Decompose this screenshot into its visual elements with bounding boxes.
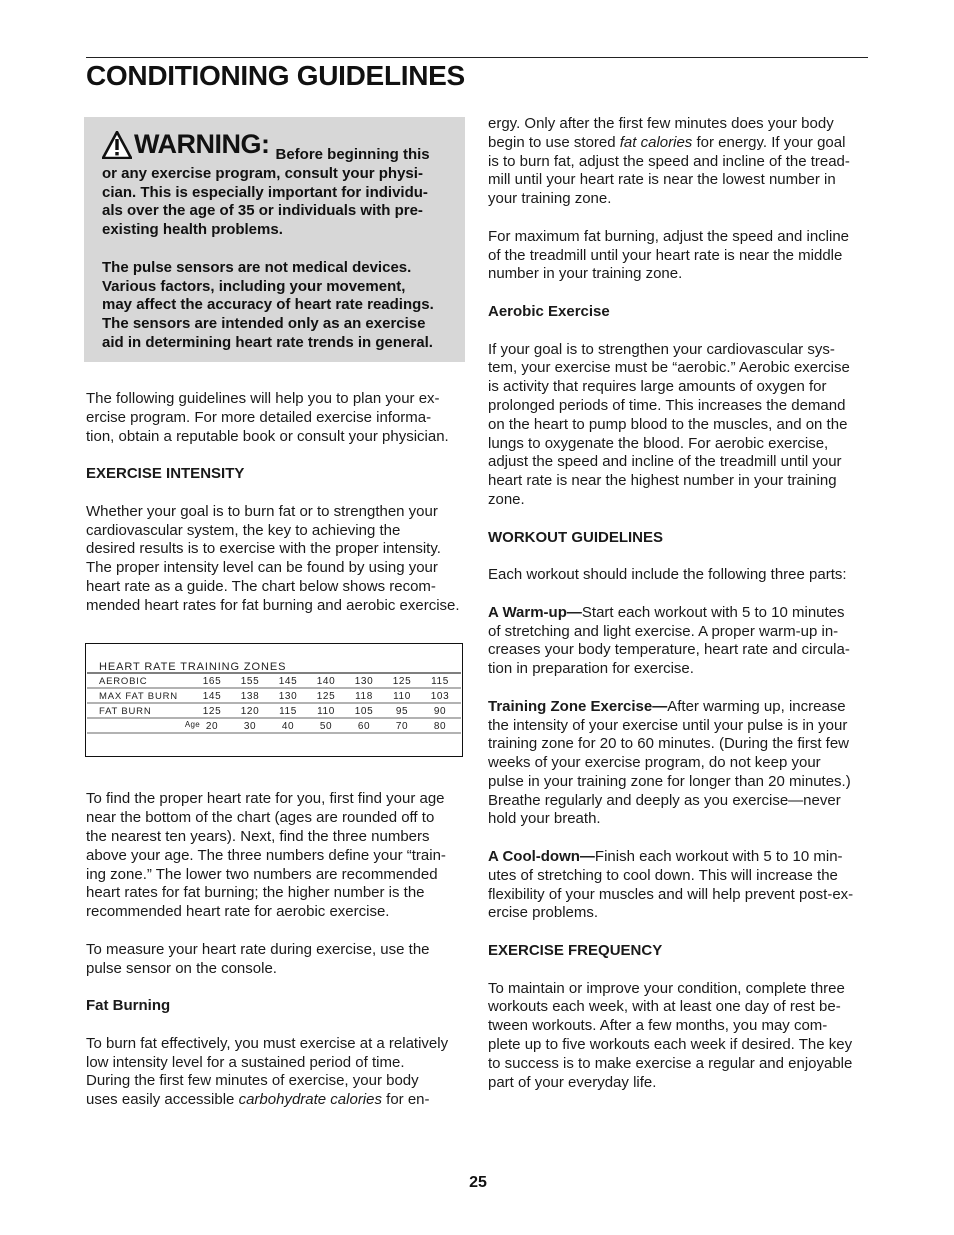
aerobic-exercise-heading: Aerobic Exercise (488, 302, 610, 320)
carbohydrate-calories-text: carbohydrate calories (238, 1091, 382, 1109)
heart-rate-chart (85, 643, 463, 757)
warm-up-text: Start each workout with 5 to 10 minutes of stretching and light exercise. A proper warm-up in- creases your body temperature, heart rate and circula- tion in preparation for exercise. (488, 603, 850, 678)
fat-burning-text: To burn fat effectively, you must exercise at a relatively low intensity level for a sustained period of time. During the first few minutes of exercise, your body uses easily accessible (86, 1034, 449, 1109)
tick-label: 50 (319, 721, 333, 732)
aerobic-exercise-paragraph: If your goal is to strengthen your cardiovascular sys- tem, your exercise must be “aerobic.” Aerobic exercise is activity that requires large amounts of oxygen for prolonged periods of time. This increases the demand on the heart to pump blood to the muscles, and on the lungs to oxygenate the blood. For aerobic exercise, adjust the speed and incline of the treadmill until your heart rate is near the highest number in your training zone. (488, 340, 850, 508)
data-label: 118 (355, 691, 373, 702)
page-number: 25 (469, 1174, 487, 1191)
heart-rate-chart-svg (86, 644, 462, 755)
series-label: AEROBIC (99, 676, 148, 687)
warm-up-lead: A Warm-up— (488, 603, 582, 621)
workout-guidelines-heading: WORKOUT GUIDELINES (488, 528, 663, 546)
measure-paragraph: To measure your heart rate during exercise, use the pulse sensor on the console. (86, 940, 430, 977)
warm-up-paragraph (488, 604, 868, 679)
data-label: 95 (395, 706, 409, 717)
series-label: FAT BURN (99, 706, 152, 717)
intro-paragraph: The following guidelines will help you to plan your ex- ercise program. For more detailed exercise informa- tion, obtain a reputable book or consult your physician. (86, 390, 449, 445)
page-title: CONDITIONING GUIDELINES (86, 60, 465, 91)
find-rate-paragraph: To find the proper heart rate for you, first find your age near the bottom of the chart (ages are rounded off to the nearest ten years). Next, find the three numbers above your age. The three numbers define your “train- ing zone.” The lower two numbers are recommended heart rates for fat burning; the higher number is the recommended heart rate for aerobic exercise. (86, 790, 446, 921)
data-label: 90 (433, 706, 447, 717)
right-column (488, 115, 868, 1111)
fat-burning-continued-paragraph (488, 115, 868, 209)
tick-label: 70 (395, 721, 409, 732)
fat-calories-text: fat calories (619, 133, 693, 151)
warning-paragraph-2: The pulse sensors are not medical devices. Various factors, including your movement, may affect the accuracy of heart rate readings. The sensors are intended only as an exercise aid in determining heart rate trends in general. (102, 258, 434, 351)
data-label: 130 (278, 691, 298, 702)
workout-intro-paragraph: Each workout should include the following three parts: (488, 566, 847, 584)
warning-text: or any exercise program, consult your physi- cian. This is especially important for individu- als over the age of 35 or individuals with pre- existing health problems. (102, 164, 428, 239)
data-label: 165 (202, 676, 222, 687)
fat-continued-text: ergy. Only after the first few minutes does your body begin to use stored (488, 115, 834, 151)
warning-heading: WARNING: (134, 129, 270, 159)
fat-continued-text-end: for energy. If your goal is to burn fat, adjust the speed and incline of the tread- mill until your heart rate is near the lowest number in your training zone. (488, 133, 850, 208)
data-label: 115 (431, 676, 449, 687)
data-label: 125 (202, 706, 222, 717)
tick-label: 20 (205, 721, 219, 732)
age-axis-label: Age (184, 720, 200, 729)
fat-burning-paragraph (86, 1035, 466, 1110)
warning-paragraph-1 (102, 129, 447, 240)
training-zone-paragraph (488, 698, 868, 830)
warning-triangle-icon (102, 131, 132, 159)
tick-label: 30 (243, 721, 257, 732)
exercise-frequency-paragraph: To maintain or improve your condition, complete three workouts each week, with at least one day of rest be- tween workouts. After a few months, you may com- plete up to five workouts each week if desired. The key to success is to make exercise a regular and enjoyable part of your everyday life. (488, 979, 853, 1091)
data-label: 120 (240, 706, 260, 717)
exercise-frequency-heading: EXERCISE FREQUENCY (488, 942, 663, 960)
data-label: 145 (278, 676, 298, 687)
data-label: 115 (279, 706, 297, 717)
data-label: 140 (316, 676, 336, 687)
fat-burning-heading: Fat Burning (86, 997, 171, 1015)
training-zone-text: After warming up, increase the intensity of your exercise until your pulse is in your training zone for 20 to 60 minutes. (During the first few weeks of your exercise program, do not keep your pulse in your training zone for longer than 20 minutes.) Breathe regularly and deeply as you exercise—never hold your breath. (488, 697, 851, 828)
cool-down-text: Finish each workout with 5 to 10 min- utes of stretching to cool down. This will increase the flexibility of your muscles and will help prevent post-ex- ercise problems. (488, 848, 854, 922)
warning-box (84, 117, 465, 362)
data-label: 110 (393, 691, 411, 702)
data-label: 105 (354, 706, 374, 717)
exercise-intensity-heading: EXERCISE INTENSITY (86, 465, 245, 483)
cool-down-lead: A Cool-down— (488, 848, 595, 866)
tick-label: 80 (433, 721, 447, 732)
data-label: 130 (354, 676, 374, 687)
data-label: 110 (317, 706, 335, 717)
data-label: 125 (316, 691, 336, 702)
exercise-intensity-paragraph: Whether your goal is to burn fat or to strengthen your cardiovascular system, the key to achieving the desired results is to exercise with the proper intensity. The proper intensity level can be found by using your heart rate as a guide. The chart below shows recom- mended heart rates for fat burning and aerobic exercise. (86, 502, 460, 614)
data-label: 125 (392, 676, 412, 687)
cool-down-paragraph (488, 848, 868, 923)
data-label: 145 (202, 691, 222, 702)
series-label: MAX FAT BURN (99, 691, 178, 702)
max-fat-burning-paragraph: For maximum fat burning, adjust the speed and incline of the treadmill until your heart rate is near the middle number in your training zone. (488, 227, 850, 283)
top-rule (86, 57, 868, 58)
training-zone-lead: Training Zone Exercise— (488, 697, 668, 715)
tick-label: 60 (357, 721, 371, 732)
chart-title: HEART RATE TRAINING ZONES (99, 661, 287, 673)
tick-label: 40 (281, 721, 295, 732)
data-label: 138 (240, 691, 260, 702)
fat-burning-text-end: for en- (382, 1091, 430, 1109)
warning-first-line: Before beginning this (275, 146, 430, 163)
left-column (86, 390, 466, 1129)
data-label: 155 (240, 676, 260, 687)
data-label: 103 (430, 691, 450, 702)
